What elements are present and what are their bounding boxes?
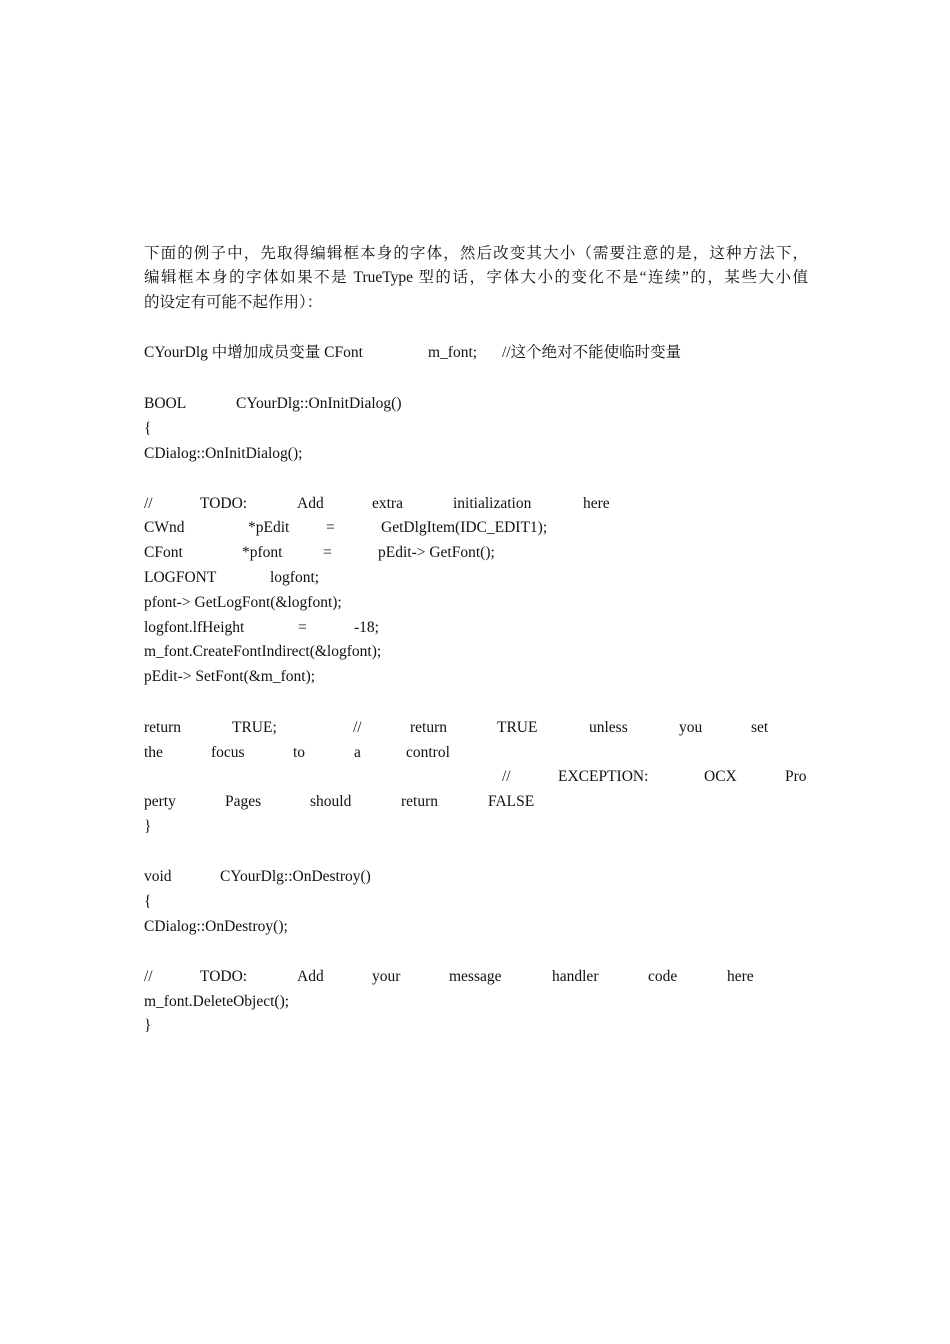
code-token: here	[727, 968, 754, 985]
code-token: =	[326, 519, 335, 536]
code-token: //	[353, 719, 362, 736]
code-token: should	[310, 793, 352, 810]
code-token: return	[401, 793, 439, 810]
code-token: the	[144, 744, 163, 761]
code-token: pEdit-> GetFont();	[378, 544, 495, 561]
code-token: TRUE	[497, 719, 538, 736]
code-token: //	[144, 968, 153, 985]
code-token: BOOL	[144, 395, 187, 412]
code-token: a	[354, 744, 361, 761]
code-token: LOGFONT	[144, 569, 217, 586]
code-token: EXCEPTION:	[558, 768, 649, 785]
intro-line-3: 的设定有可能不起作用）：	[144, 294, 323, 311]
member-decl-comment: //这个绝对不能使临时变量	[502, 344, 682, 361]
code-token: GetDlgItem(IDC_EDIT1);	[381, 519, 548, 536]
code-token: focus	[211, 744, 245, 761]
code-line: {	[144, 893, 152, 910]
code-token: perty	[144, 793, 176, 810]
code-token: you	[679, 719, 703, 736]
code-token: CYourDlg::OnInitDialog()	[236, 395, 402, 412]
code-token: logfont;	[270, 569, 320, 586]
code-token: OCX	[704, 768, 737, 785]
member-decl-var: m_font;	[428, 344, 478, 361]
code-token: CWnd	[144, 519, 185, 536]
code-token: =	[323, 544, 332, 561]
code-token: your	[372, 968, 401, 985]
intro-line-1: 下面的例子中，先取得编辑框本身的字体，然后改变其大小（需要注意的是，这种方法下，	[144, 245, 808, 262]
code-token: initialization	[453, 495, 532, 512]
code-token: extra	[372, 495, 403, 512]
code-token: //	[144, 495, 153, 512]
code-token: control	[406, 744, 450, 761]
code-token: to	[293, 744, 306, 761]
code-token: void	[144, 868, 172, 885]
code-line: CDialog::OnDestroy();	[144, 918, 288, 935]
code-token: CFont	[144, 544, 183, 561]
code-token: *pEdit	[248, 519, 290, 536]
code-line: m_font.DeleteObject();	[144, 993, 290, 1010]
code-token: FALSE	[488, 793, 535, 810]
code-token: handler	[552, 968, 599, 985]
code-token: //	[502, 768, 511, 785]
code-line: pfont-> GetLogFont(&logfont);	[144, 594, 342, 611]
code-token: return	[144, 719, 182, 736]
code-line: CDialog::OnInitDialog();	[144, 445, 303, 462]
code-token: *pfont	[242, 544, 283, 561]
code-token: code	[648, 968, 678, 985]
code-token: Add	[297, 495, 324, 512]
code-token: CYourDlg::OnDestroy()	[220, 868, 371, 885]
code-token: set	[751, 719, 769, 736]
member-decl-text: CYourDlg 中增加成员变量 CFont	[144, 344, 363, 361]
code-token: TODO:	[200, 495, 248, 512]
code-token: TODO:	[200, 968, 248, 985]
code-token: unless	[589, 719, 628, 736]
code-token: Pro	[785, 768, 807, 785]
code-token: TRUE;	[232, 719, 277, 736]
code-token: here	[583, 495, 610, 512]
code-line: }	[144, 1017, 152, 1034]
code-line: m_font.CreateFontIndirect(&logfont);	[144, 643, 382, 660]
code-token: =	[298, 619, 307, 636]
code-token: Add	[297, 968, 324, 985]
code-line: {	[144, 420, 152, 437]
code-token: Pages	[225, 793, 262, 810]
code-line: }	[144, 818, 152, 835]
code-token: return	[410, 719, 448, 736]
code-token: message	[449, 968, 502, 985]
code-line: pEdit-> SetFont(&m_font);	[144, 668, 316, 685]
code-token: -18;	[354, 619, 379, 636]
code-token: logfont.lfHeight	[144, 619, 245, 636]
intro-line-2: 编辑框本身的字体如果不是 TrueType 型的话，字体大小的变化不是“连续”的，某些大小值	[144, 269, 808, 286]
